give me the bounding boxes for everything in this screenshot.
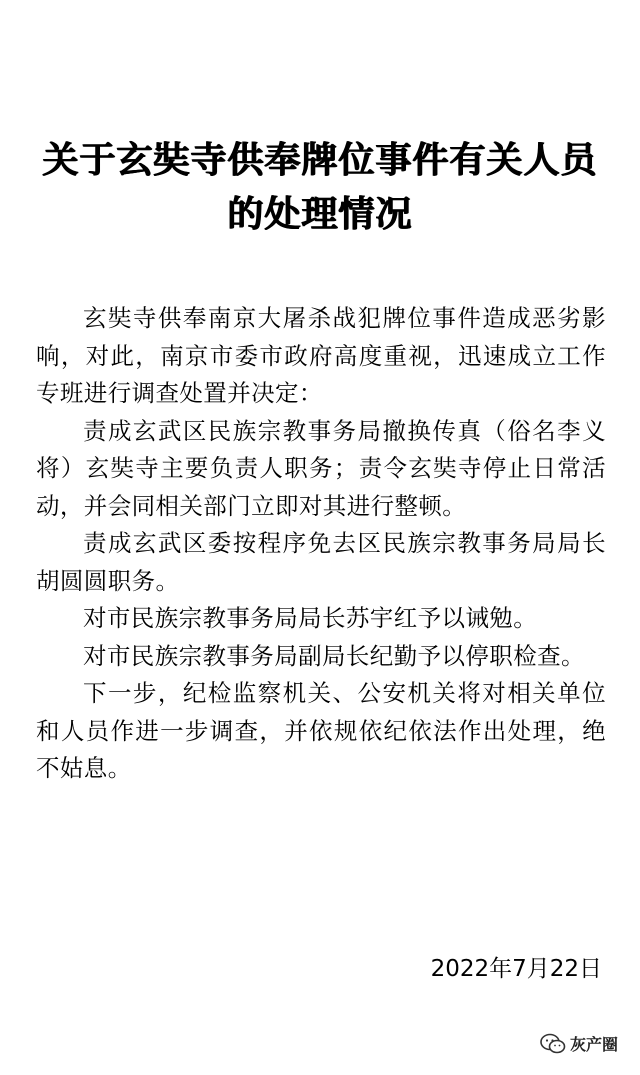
wechat-icon: [540, 1033, 566, 1055]
document-body: [36, 300, 606, 788]
paragraph: 下一步，纪检监察机关、公安机关将对相关单位和人员作进一步调查，并依规依纪依法作出处理，绝不姑息。: [36, 679, 606, 782]
paragraph: 对市民族宗教事务局副局长纪勤予以停职检查。: [83, 641, 585, 670]
document-title-line-2: 的处理情况: [227, 194, 413, 235]
document-date: 2022年7月22日: [430, 956, 602, 982]
paragraph: 责成玄武区民族宗教事务局撤换传真（俗名李义将）玄奘寺主要负责人职务；责令玄奘寺停止日常活动，并会同相关部门立即对其进行整顿。: [36, 416, 606, 520]
paragraph: 对市民族宗教事务局局长苏宇红予以诫勉。: [83, 604, 538, 632]
watermark: [540, 1032, 618, 1055]
document-title-line-1: 关于玄奘寺供奉牌位事件有关人员: [42, 140, 598, 181]
paragraph: 玄奘寺供奉南京大屠杀战犯牌位事件造成恶劣影响，对此，南京市委市政府高度重视，迅速成立工作专班进行调查处置并决定：: [36, 304, 606, 407]
paragraph: 责成玄武区委按程序免去区民族宗教事务局局长胡圆圆职务。: [36, 529, 606, 595]
watermark-label: 灰产圈: [569, 1035, 618, 1054]
